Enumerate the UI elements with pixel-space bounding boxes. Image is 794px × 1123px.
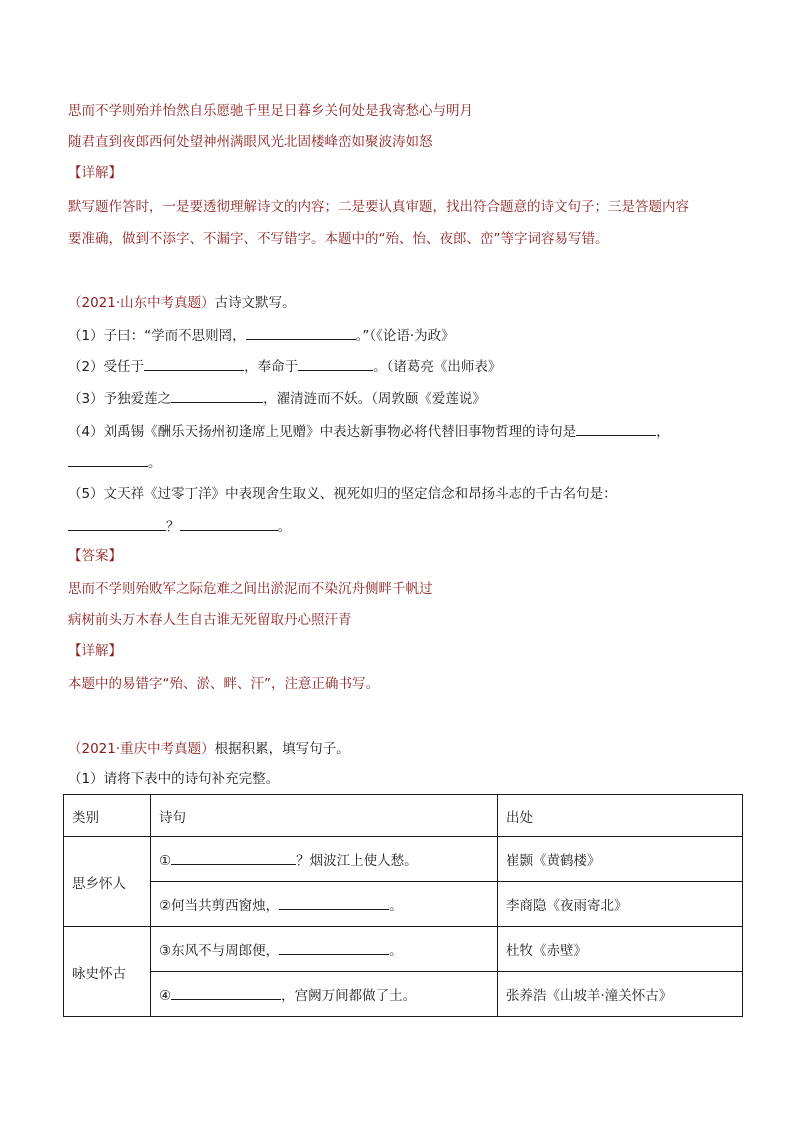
verse-text: ？烟波江上使人愁。 — [296, 853, 418, 869]
table-header-row — [64, 795, 743, 837]
question-3-heading — [68, 740, 350, 758]
item-text: ，奉命于 — [244, 359, 299, 375]
verse-text: ④ — [159, 988, 172, 1004]
verse-text: ，宫阙万间都做了土。 — [281, 988, 417, 1004]
question-2-item-2 — [68, 356, 501, 376]
answer-blank[interactable] — [171, 388, 263, 403]
header-source: 出处 — [498, 795, 743, 837]
source-cell: 李商隐《夜雨寄北》 — [498, 882, 743, 927]
question-source: （2021·重庆中考真题） — [68, 741, 215, 757]
item-text: （1）子曰：“学而不思则罔， — [68, 328, 246, 344]
answer-blank[interactable] — [180, 516, 278, 531]
item-text: （2）受任于 — [68, 359, 145, 375]
detail-line-2: 要准确，做到不添字、不漏字、不写错字。本题中的“殆、怡、夜郎、峦”等字词容易写错。 — [68, 231, 609, 247]
table-row — [64, 882, 743, 927]
detail-line-1: 默写题作答时，一是要透彻理解诗文的内容；二是要认真审题，找出符合题意的诗文句子；三是答题内容 — [68, 199, 689, 215]
header-verse: 诗句 — [151, 795, 498, 837]
question-2-item-4 — [68, 421, 670, 441]
detail-heading: 【详解】 — [68, 165, 122, 181]
question-2-item-5-cont — [68, 516, 291, 536]
question-2-heading — [68, 294, 296, 312]
answer-blank[interactable] — [171, 850, 296, 865]
item-text: ？ — [166, 519, 180, 535]
verse-cell — [151, 882, 498, 927]
answer-line-1: 思而不学则殆并怡然自乐愿驰千里足日暮乡关何处是我寄愁心与明月 — [68, 103, 473, 119]
item-text: （4）刘禹锡《酬乐天扬州初逢席上见赠》中表达新事物必将代替旧事物哲理的诗句是 — [68, 424, 577, 440]
verse-text: ②何当共剪西窗烛， — [159, 898, 280, 914]
poetry-table — [63, 794, 743, 1017]
verse-text: 。 — [389, 943, 403, 959]
verse-text: ③东风不与周郎便， — [159, 943, 280, 959]
question-2-item-3 — [68, 388, 486, 408]
verse-text: ① — [159, 853, 172, 869]
source-cell: 杜牧《赤壁》 — [498, 927, 743, 972]
answer-line-2: 随君直到夜郎西何处望神州满眼风光北固楼峰峦如聚波涛如怒 — [68, 134, 433, 150]
answer-blank[interactable] — [279, 940, 389, 955]
question-2-item-4-cont — [68, 452, 162, 472]
table-row — [64, 837, 743, 882]
question-3-sub-1: （1）请将下表中的诗句补充完整。 — [68, 771, 280, 787]
item-text: ，濯清涟而不妖。（周敦颐《爱莲说》 — [263, 391, 486, 407]
answer-blank[interactable] — [576, 421, 656, 436]
header-category: 类别 — [64, 795, 151, 837]
table-row — [64, 927, 743, 972]
verse-cell — [151, 837, 498, 882]
item-text: ， — [656, 424, 670, 440]
verse-cell — [151, 927, 498, 972]
detail-heading: 【详解】 — [68, 643, 122, 659]
item-text: 。（诸葛亮《出师表》 — [373, 359, 502, 375]
question-2-item-5: （5）文天祥《过零丁洋》中表现舍生取义、视死如归的坚定信念和昂扬斗志的千古名句是： — [68, 486, 617, 502]
item-text: 。 — [277, 519, 291, 535]
answer-blank[interactable] — [171, 985, 281, 1000]
item-text: 。 — [148, 455, 162, 471]
answer-line-1: 思而不学则殆败军之际危难之间出淤泥而不染沉舟侧畔千帆过 — [68, 581, 433, 597]
category-cell: 思乡怀人 — [64, 837, 151, 927]
answer-heading: 【答案】 — [68, 548, 122, 564]
answer-blank[interactable] — [144, 356, 244, 371]
source-cell: 张养浩《山坡羊·潼关怀古》 — [498, 972, 743, 1017]
question-2-item-1 — [68, 325, 455, 345]
source-cell: 崔颢《黄鹤楼》 — [498, 837, 743, 882]
answer-blank[interactable] — [298, 356, 373, 371]
verse-text: 。 — [389, 898, 403, 914]
item-text: 。”（《论语·为政》 — [355, 328, 455, 344]
answer-blank[interactable] — [246, 325, 356, 340]
question-title: 根据积累，填写句子。 — [214, 741, 350, 757]
category-cell: 咏史怀古 — [64, 927, 151, 1017]
question-source: （2021·山东中考真题） — [68, 295, 215, 311]
verse-cell — [151, 972, 498, 1017]
table-row — [64, 972, 743, 1017]
answer-line-2: 病树前头万木春人生自古谁无死留取丹心照汗青 — [68, 612, 352, 628]
question-title: 古诗文默写。 — [214, 295, 296, 311]
answer-blank[interactable] — [68, 516, 166, 531]
detail-line-1: 本题中的易错字“殆、淤、畔、汗”，注意正确书写。 — [68, 676, 379, 692]
item-text: （3）予独爱莲之 — [68, 391, 172, 407]
answer-blank[interactable] — [68, 452, 148, 467]
answer-blank[interactable] — [279, 895, 389, 910]
